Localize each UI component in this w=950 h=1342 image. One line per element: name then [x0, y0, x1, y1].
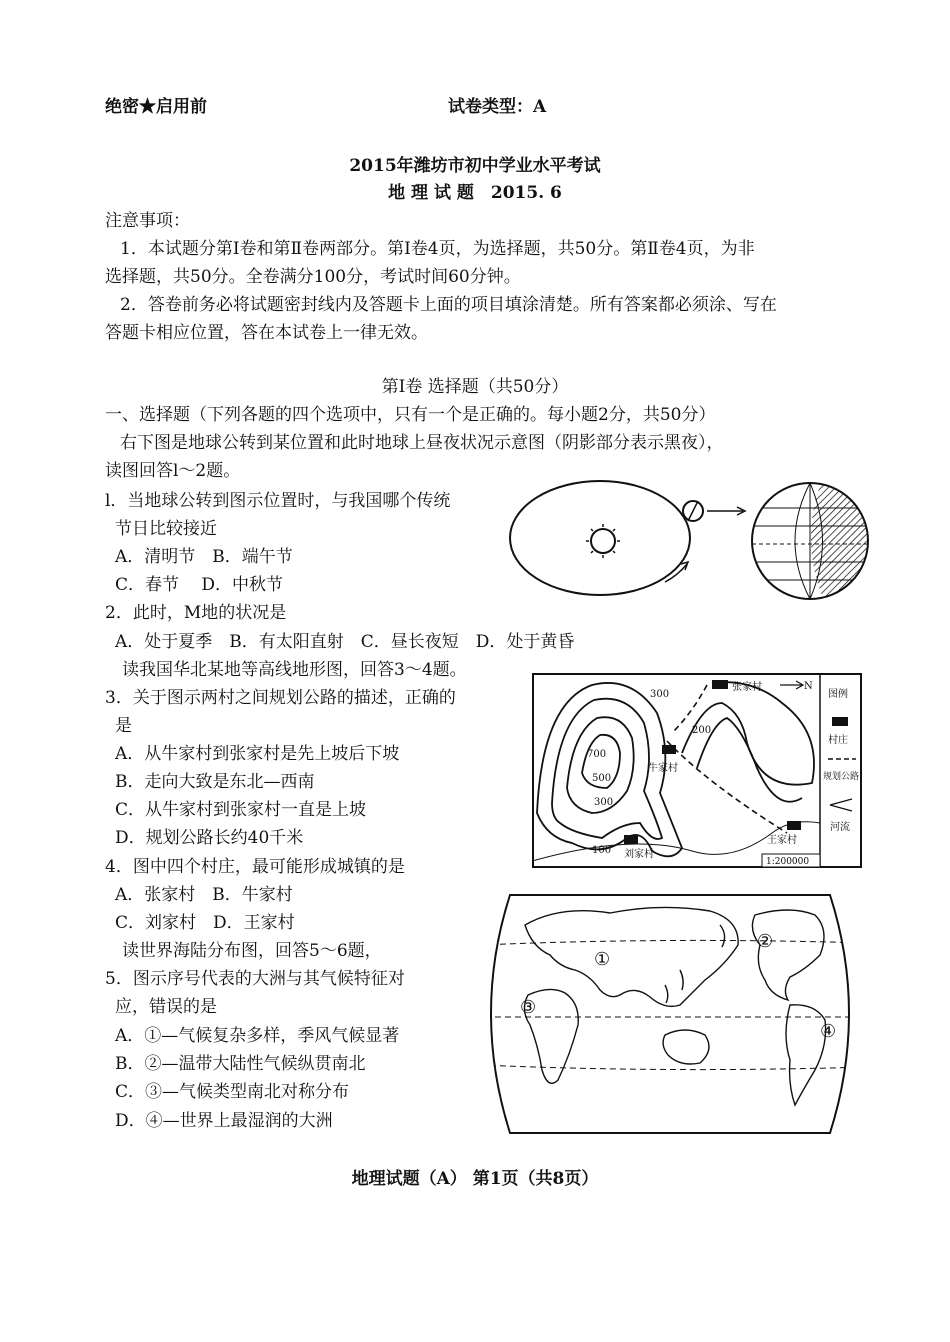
question-3-option-d: D．规划公路长约40千米 — [115, 828, 304, 848]
question-1-line-2: 节日比较接近 — [115, 519, 217, 539]
question-5-option-c: C．③—气候类型南北对称分布 — [115, 1082, 350, 1102]
question-2: 2．此时，M地的状况是 — [105, 603, 287, 623]
note-2-line-2: 答题卡相应位置，答在本试卷上一律无效。 — [105, 323, 428, 343]
question-3-option-a: A．从牛家村到张家村是先上坡后下坡 — [115, 744, 400, 764]
question-5-option-a: A．①—气候复杂多样，季风气候显著 — [115, 1026, 400, 1046]
legend-title: 图例 — [828, 689, 848, 700]
intro-3: 读世界海陆分布图，回答5～6题， — [122, 941, 382, 961]
earth-orbit-figure — [505, 478, 870, 608]
contour-map-figure — [532, 673, 862, 868]
note-2-line-1: 2．答卷前务必将试题密封线内及答题卡上面的项目填涂清楚。所有答案都必须涂、写在 — [120, 295, 777, 315]
legend-road: 规划公路 — [823, 772, 860, 782]
intro-2: 读我国华北某地等高线地形图，回答3～4题。 — [122, 660, 467, 680]
legend-river: 河流 — [830, 822, 850, 833]
contour-label-200: 200 — [692, 725, 712, 736]
continent-label-2: ② — [757, 931, 774, 952]
exam-title: 2015年潍坊市初中学业水平考试 — [349, 156, 601, 176]
continent-outlines — [524, 907, 825, 1105]
legend-village-icon — [832, 717, 848, 726]
question-4: 4．图中四个村庄，最可能形成城镇的是 — [105, 857, 405, 877]
question-3-option-c: C．从牛家村到张家村一直是上坡 — [115, 800, 367, 820]
question-3-option-b: B．走向大致是东北—西南 — [115, 772, 315, 792]
earth-small-icon — [683, 501, 703, 521]
north-label: N — [804, 681, 813, 692]
part1-heading: 第Ⅰ卷 选择题（共50分） — [381, 377, 569, 397]
question-3-line-2: 是 — [115, 716, 132, 736]
question-5-option-b: B．②—温带大陆性气候纵贯南北 — [115, 1054, 366, 1074]
question-5-line-2: 应，错误的是 — [115, 997, 217, 1017]
intro-1-line-2: 读图回答l～2题。 — [105, 461, 241, 481]
contour-label-700: 700 — [587, 749, 607, 760]
contour-label-300b: 300 — [594, 797, 614, 808]
question-2-options: A．处于夏季 B．有太阳直射 C．昼长夜短 D．处于黄昏 — [115, 632, 575, 652]
paper-type: 试卷类型：A — [448, 97, 547, 117]
contour-label-100: 100 — [592, 845, 612, 856]
note-1-line-2: 选择题，共50分。全卷满分100分，考试时间60分钟。 — [105, 267, 521, 287]
subject-title: 地 理 试 题 2015. 6 — [388, 183, 562, 203]
intro-1-line-1: 右下图是地球公转到某位置和此时地球上昼夜状况示意图（阴影部分表示黑夜）， — [120, 433, 724, 453]
village-liu: 刘家村 — [624, 849, 654, 860]
question-1-line-1: l．当地球公转到图示位置时，与我国哪个传统 — [105, 491, 451, 511]
question-4-options-cd: C．刘家村 D．王家村 — [115, 913, 295, 933]
question-3-line-1: 3．关于图示两村之间规划公路的描述，正确的 — [105, 688, 456, 708]
map-border — [491, 895, 849, 1133]
map-scale: 1:200000 — [766, 857, 810, 867]
earth-day-night-globe — [745, 478, 870, 608]
village-zhang: 张家村 — [732, 682, 762, 693]
village-niu: 牛家村 — [648, 763, 678, 774]
continent-label-1: ① — [594, 949, 611, 970]
page-footer: 地理试题（A） 第1页（共8页） — [351, 1169, 599, 1189]
notes-heading: 注意事项： — [105, 211, 190, 231]
question-1-options-cd: C．春节 D．中秋节 — [115, 575, 284, 595]
question-5-option-d: D．④—世界上最湿润的大洲 — [115, 1111, 333, 1131]
question-5-line-1: 5．图示序号代表的大洲与其气候特征对 — [105, 969, 405, 989]
continent-label-3: ③ — [520, 997, 537, 1018]
section-heading: 一、选择题（下列各题的四个选项中，只有一个是正确的。每小题2分，共50分） — [105, 405, 716, 425]
legend-village: 村庄 — [828, 735, 848, 746]
continent-label-4: ④ — [820, 1021, 837, 1042]
question-4-options-ab: A．张家村 B．牛家村 — [115, 885, 293, 905]
sun-icon — [586, 524, 620, 558]
contour-label-500: 500 — [592, 773, 612, 784]
note-1-line-1: 1．本试题分第Ⅰ卷和第Ⅱ卷两部分。第Ⅰ卷4页，为选择题，共50分。第Ⅱ卷4页，为非 — [120, 239, 755, 259]
world-map-figure — [470, 885, 870, 1140]
question-1-options-ab: A．清明节 B．端午节 — [115, 547, 293, 567]
secret-label: 绝密★启用前 — [105, 97, 207, 117]
contour-label-300a: 300 — [650, 689, 670, 700]
village-wang: 王家村 — [767, 835, 797, 846]
